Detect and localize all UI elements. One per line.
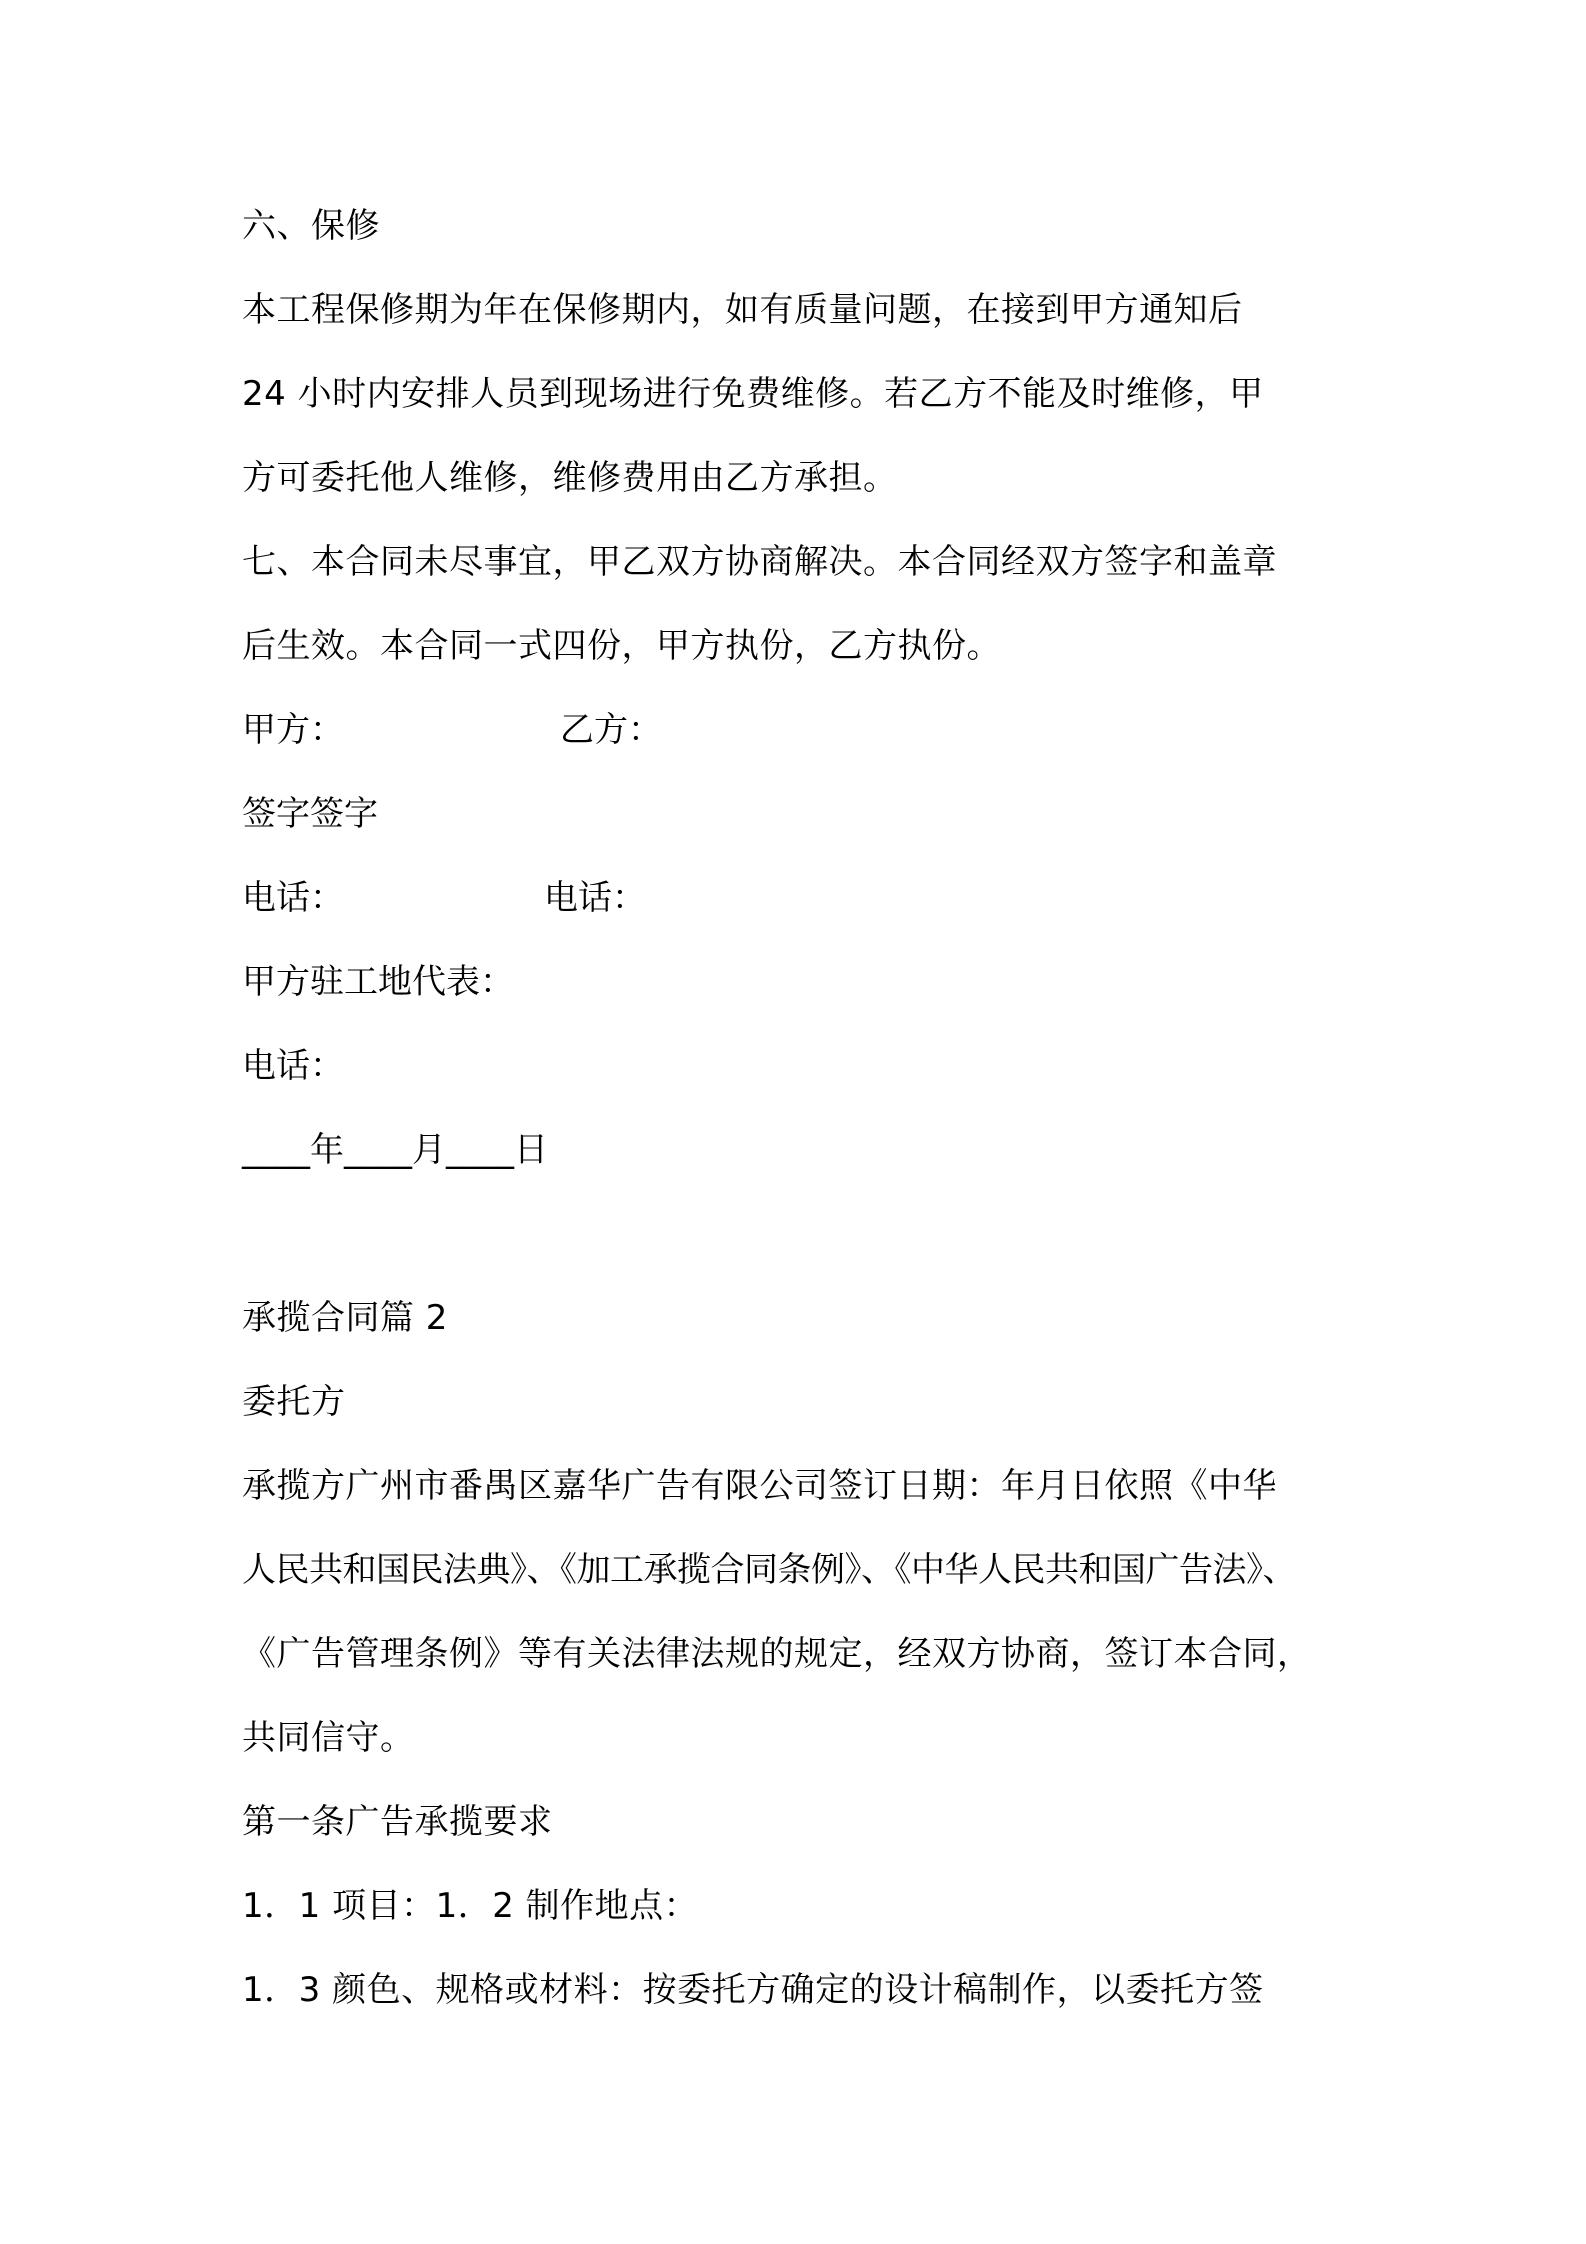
site-representative-phone-label: 电话： [242, 1046, 344, 1086]
party-b-label: 乙方： [560, 710, 662, 750]
item-1-3: 1．3 颜色、规格或材料：按委托方确定的设计稿制作，以委托方签 [242, 1970, 1264, 2010]
client-label: 委托方 [242, 1382, 346, 1422]
contract-2-intro-line-2: 人民共和国民法典》、《加工承揽合同条例》、《中华人民共和国广告法》、 [242, 1550, 1296, 1590]
section-6-line-2: 24 小时内安排人员到现场进行免费维修。若乙方不能及时维修，甲 [242, 374, 1264, 414]
date-line: ____年____月____日 [242, 1130, 548, 1170]
section-7-line-2: 后生效。本合同一式四份，甲方执份，乙方执份。 [242, 626, 1001, 666]
article-1-title: 第一条广告承揽要求 [242, 1802, 553, 1842]
section-7-line-1: 七、本合同未尽事宜，甲乙双方协商解决。本合同经双方签字和盖章 [242, 542, 1277, 582]
item-1-1-and-1-2: 1．1 项目：1．2 制作地点： [242, 1886, 699, 1926]
party-b-phone-label: 电话： [544, 878, 646, 918]
contract-2-intro-line-3: 《广告管理条例》等有关法律法规的规定，经双方协商，签订本合同， [242, 1634, 1312, 1674]
section-6-line-1: 本工程保修期为年在保修期内，如有质量问题，在接到甲方通知后 [242, 290, 1243, 330]
party-a-phone-label: 电话： [242, 878, 344, 918]
site-representative-label: 甲方驻工地代表： [242, 962, 514, 1002]
section-6-line-3: 方可委托他人维修，维修费用由乙方承担。 [242, 458, 898, 498]
party-a-label: 甲方： [242, 710, 344, 750]
contract-2-title: 承揽合同篇 2 [242, 1298, 448, 1338]
contract-2-intro-line-4: 共同信守。 [242, 1718, 415, 1758]
section-6-heading: 六、保修 [242, 206, 380, 246]
contract-2-intro-line-1: 承揽方广州市番禺区嘉华广告有限公司签订日期：年月日依照《中华 [242, 1466, 1277, 1506]
signature-label: 签字签字 [242, 794, 378, 834]
